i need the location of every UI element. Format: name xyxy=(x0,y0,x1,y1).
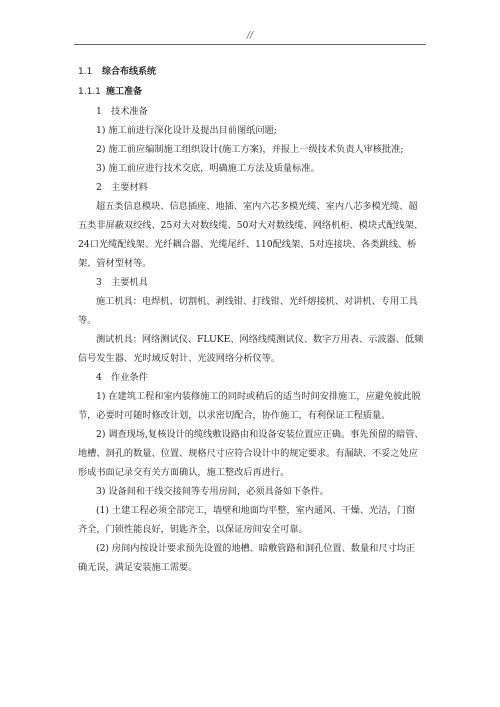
subheading-technical-prep: 1 技术准备 xyxy=(96,106,148,117)
paragraph: 2) 调查现场,复核设计的缆线敷设路由和设备安装位置应正确。事先预留的暗管、地槽、洞孔的数量、位置、规格尺寸应符合设计中的规定要求。有漏缺、不妥之处应形成书面记录交有关方面确认，施工整改后再进行。 xyxy=(78,429,424,478)
paragraph: 测试机具：网络测试仪、FLUKE、网络线缆测试仪、数字万用表、示波器、低频信号发生器、光时域反射计、光波网络分析仪等。 xyxy=(78,334,424,364)
paragraph: 1) 施工前进行深化设计及提出目前图纸问题; xyxy=(96,125,277,136)
paragraph: 3) 施工前应进行技术交底，明确施工方法及质量标准。 xyxy=(96,163,320,174)
paragraph: (2) 房间内按设计要求预先设置的地槽、暗敷管路和洞孔位置、数量和尺寸均正确无误，满足安装施工需要。 xyxy=(78,543,416,573)
header-text: // xyxy=(246,31,254,41)
subsection-heading xyxy=(78,82,424,102)
subheading-materials: 2 主要材料 xyxy=(96,182,148,193)
subsection-title: 施工准备 xyxy=(106,87,143,97)
section-number: 1.1 xyxy=(78,67,93,77)
document-body xyxy=(78,62,424,577)
subheading-tools: 3 主要机具 xyxy=(96,277,148,288)
paragraph: 施工机具：电焊机、切割机、剥线钳、打线钳、光纤熔接机、对讲机、专用工具等。 xyxy=(78,296,418,326)
paragraph: (1) 土建工程必须全部完工，墙壁和地面均平整，室内通风、干燥、光洁，门窗齐全，门锁性能良好，钥匙齐全，以保证房间安全可靠。 xyxy=(78,505,416,535)
section-heading xyxy=(78,62,424,82)
paragraph: 2) 施工前应编制施工组织设计(施工方案)，并报上一级技术负责人审核批准; xyxy=(96,144,404,155)
paragraph: 3) 设备间和干线交接间等专用房间，必须具备如下条件。 xyxy=(96,486,329,497)
subheading-work-conditions: 4 作业条件 xyxy=(96,372,148,383)
paragraph: 超五类信息模块、信息插座、地插、室内六芯多模光缆、室内八芯多模光缆、超五类非屏蔽双绞线、25对大对数线缆、50对大对数线缆、网络机柜、模块式配线架、24口光缆配线架、光纤耦合器、光缆尾纤、110配线架、5对连接块、各类跳线、桥架、管材型材等。 xyxy=(78,201,423,269)
subsection-number: 1.1.1 xyxy=(78,87,101,97)
section-title: 综合布线系统 xyxy=(102,67,157,77)
paragraph: 1) 在建筑工程和室内装修施工的同时或稍后的适当时间安排施工，应避免彼此脱节，必要时可随时修改计划，以求密切配合，协作施工，有利保证工程质量。 xyxy=(78,391,421,421)
page-header xyxy=(74,30,426,45)
